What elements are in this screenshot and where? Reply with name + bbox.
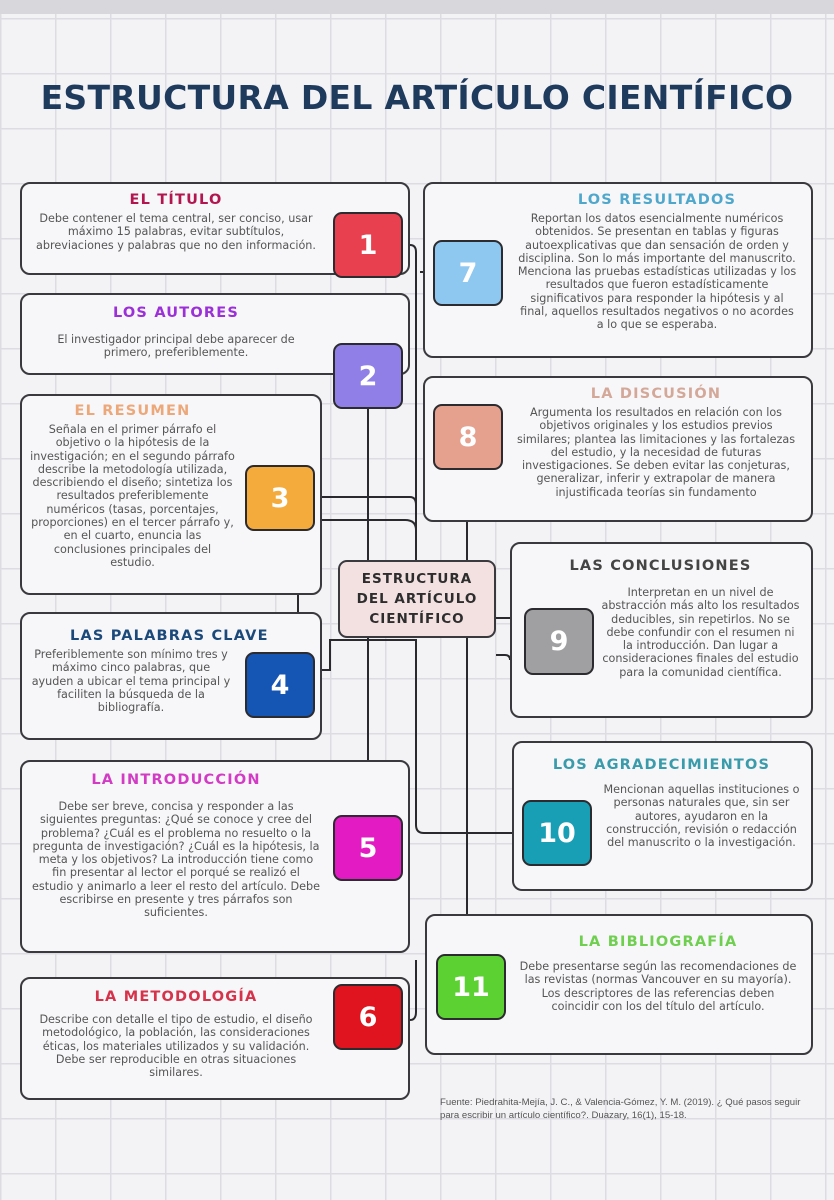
number-badge-6: 6 [333,984,403,1050]
number-badge-1: 1 [333,212,403,278]
number-badge-10: 10 [522,800,592,866]
source-citation: Fuente: Piedrahita-Mejía, J. C., & Valencia-Gómez, Y. M. (2019). ¿ Qué pasos seguir para escribir un artículo científico?. Duazary, 16(1), 15-18. [440,1097,801,1121]
number-badge-7: 7 [433,240,503,306]
section-text: Describe con detalle el tipo de estudio, el diseño metodológico, la población, las consideraciones éticas, los materiales utilizados y su validación. Debe ser reproducible en otras situaciones similares. [39,1013,313,1080]
section-text: Reportan los datos esencialmente numéricos obtenidos. Se presentan en tablas y figuras autoexplicativas que dan sensación de orden y disciplina. Son lo más importante del manuscrito. Menciona las pruebas estadísticas utilizadas y los resultados que fueron estadísticamente significativos para responder la hipótesis y al final, aquellos resultados negativos o no acordes a lo que se esperaba. [517,212,797,332]
section-title: LA METODOLOGÍA [94,989,258,1005]
section-text: Preferiblemente son mínimo tres y máximo cinco palabras, que ayuden a ubicar el tema principal y faciliten la búsqueda de la bibliografía. [31,648,231,715]
number-badge-9: 9 [524,608,594,675]
number-badge-5: 5 [333,815,403,881]
section-title: EL TÍTULO [129,192,223,208]
section-text: Debe presentarse según las recomendaciones de las revistas (normas Vancouver en su mayoría). Los descriptores de las referencias deben coincidir con los del título del artículo. [519,960,797,1013]
section-text: Argumenta los resultados en relación con los objetivos originales y los estudios previos similares; plantea las limitaciones y las fortalezas del estudio, y la necesidad de futuras investigaciones. Se deben evitar las conjeturas, generalizar, inferir y extrapolar de manera injustificada teorías sin fundamento [516,406,796,499]
section-title: LOS AGRADECIMIENTOS [552,757,771,773]
connector-10 [416,655,522,833]
number-badge-4: 4 [245,652,315,718]
section-text: Interpretan en un nivel de abstracción más alto los resultados deducibles, sin repetirlos. No se debe confundir con el resumen ni la introducción. Dan lugar a consideraciones finales del estudio para la comunidad científica. [601,586,800,679]
number-badge-2: 2 [333,343,403,409]
number-badge-3: 3 [245,465,315,531]
section-text: Debe ser breve, concisa y responder a las siguientes preguntas: ¿Qué se conoce y cree del problema? ¿Cuál es el problema no resuelto o la pregunta de investigación? ¿Cuál es la hipótesis, la meta y los objetivos? La introducción tiene como fin presentar al lector el porqué se realizó el estudio y animarlo a leer el resto del artículo. Debe escribirse en presente y tres párrafos son suficientes. [32,800,320,920]
section-title: LA INTRODUCCIÓN [91,772,261,788]
section-title: EL RESUMEN [74,403,191,419]
number-badge-8: 8 [433,404,503,470]
connector-9b [496,655,510,660]
page-title: ESTRUCTURA DEL ARTÍCULO CIENTÍFICO [40,78,794,117]
connector-1 [403,245,416,560]
section-title: LAS CONCLUSIONES [569,558,752,574]
section-title: LA BIBLIOGRAFÍA [578,934,738,950]
section-text: Debe contener el tema central, ser conciso, usar máximo 15 palabras, evitar subtítulos, abreviaciones y palabras que no den información. [36,212,316,252]
section-text: El investigador principal debe aparecer de primero, preferiblemente. [57,333,295,360]
center-node: ESTRUCTURA DEL ARTÍCULO CIENTÍFICO [338,560,496,638]
number-badge-11: 11 [436,954,506,1020]
section-title: LOS RESULTADOS [577,192,737,208]
section-title: LA DISCUSIÓN [590,386,722,402]
section-title: LOS AUTORES [112,305,240,321]
connector-4 [315,640,416,670]
section-text: Mencionan aquellas instituciones o personas naturales que, sin ser autores, ayudaron en la construcción, revisión o redacción del manuscrito o la investigación. [603,783,800,850]
section-title: LAS PALABRAS CLAVE [70,628,269,644]
section-text: Señala en el primer párrafo el objetivo o la hipótesis de la investigación; en el segundo párrafo describe la metodología utilizada, describiendo el diseño; sintetiza los resultados preferiblemente numéricos (tasas, porcentajes, proporciones) en el tercer párrafo y, en el cuarto, enuncia las conclusiones principales del estudio. [30,423,235,569]
